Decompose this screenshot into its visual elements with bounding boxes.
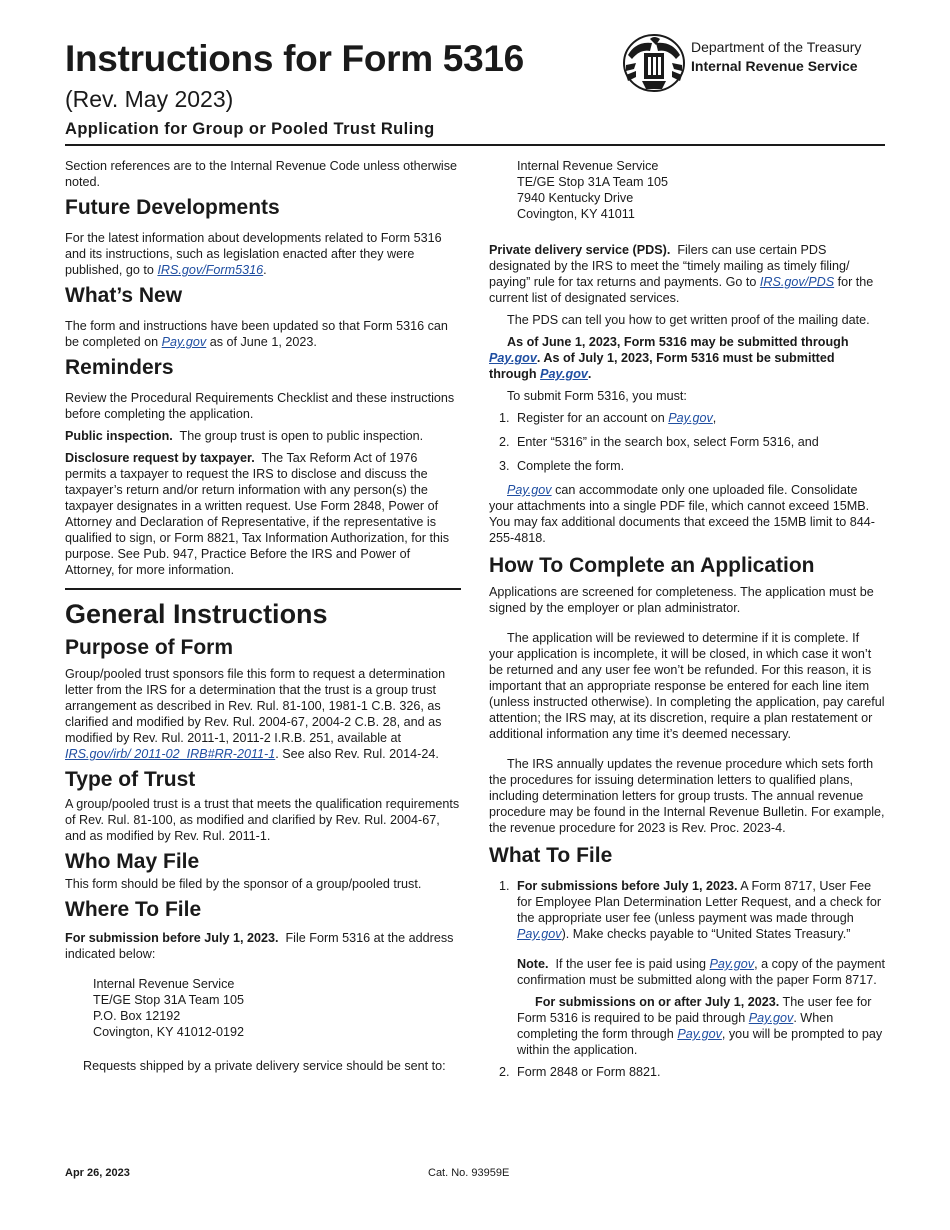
intro-text: Section references are to the Internal Revenue Code unless otherwise noted. bbox=[65, 159, 458, 189]
where-to-file-text: For submission before July 1, 2023. File Form 5316 at the address indicated below: bbox=[65, 931, 454, 961]
note-text: Note. If the user fee is paid using Pay.gov, a copy of the payment confirmation must be submitted along with the paper Form 8717. bbox=[517, 957, 886, 987]
irs-form5316-link[interactable]: IRS.gov/Form5316 bbox=[157, 263, 264, 277]
paygov-link[interactable]: Pay.gov bbox=[517, 927, 562, 941]
what-to-file-heading: What To File bbox=[489, 844, 613, 867]
header-divider bbox=[65, 144, 885, 146]
who-may-file-heading: Who May File bbox=[65, 850, 200, 873]
paygov-link[interactable]: Pay.gov bbox=[677, 1027, 722, 1041]
list-item: 2. Enter “5316” in the search box, select Form 5316, and bbox=[499, 435, 819, 449]
submit-steps-list bbox=[489, 410, 885, 474]
irs-eagle-logo-icon bbox=[622, 33, 686, 93]
disclosure-text: Disclosure request by taxpayer. The Tax Reform Act of 1976 permits a taxpayer to request the IRS to disclose and discuss the taxpayer’s return and/or return information with any person(s) the taxpayer designates in a written request. Use Form 2848, Power of Attorney and Declaration of Representative, if the representative is qualified to sign, or Form 8821, Tax Information Authorization, for this purpose. See Pub. 947, Practice Before the IRS and Power of Attorney, for more information. bbox=[65, 451, 450, 577]
paygov-link[interactable]: Pay.gov bbox=[748, 1011, 794, 1025]
address-line: Covington, KY 41012-0192 bbox=[93, 1025, 245, 1039]
purpose-text: Group/pooled trust sponsors file this form to request a determination letter from the IRS for a determination that the trust is a group trust arrangement as described in Rev. Rul. 81-100, 1981-1 C.B. 326, as clarified and modified by Rev. Rul. 2004-67, 2004-2 C.B. 28, and as modified by Rev. Rul. 2011-1, 2011-2 I.R.B. 251, available at IRS.gov/irb/ 2011-02_IRB#RR-2011-1. See also Rev. Rul. 2014-24. bbox=[65, 667, 446, 761]
who-may-file-text: This form should be filed by the sponsor of a group/pooled trust. bbox=[65, 877, 422, 891]
right-column bbox=[489, 158, 885, 1080]
address-line: Internal Revenue Service bbox=[93, 977, 235, 991]
agency-name bbox=[691, 38, 861, 76]
paygov-link[interactable]: Pay.gov bbox=[709, 957, 755, 971]
whats-new-text: The form and instructions have been updated so that Form 5316 can be completed on Pay.gov as of June 1, 2023. bbox=[65, 319, 448, 349]
agency-label: Internal Revenue Service bbox=[691, 58, 858, 74]
section-divider bbox=[65, 588, 461, 590]
list-item: 1. Register for an account on Pay.gov, bbox=[499, 411, 717, 425]
paygov-link[interactable]: Pay.gov bbox=[161, 335, 207, 349]
type-of-trust-text: A group/pooled trust is a trust that meets the qualification requirements of Rev. Rul. 81-100, as modified and clarified by Rev. Rul. 2004-67, and as modified by Rev. Rul. 2011-1. bbox=[65, 797, 460, 843]
reminders-heading: Reminders bbox=[65, 356, 174, 379]
address-line: TE/GE Stop 31A Team 105 bbox=[93, 993, 244, 1007]
future-developments-heading: Future Developments bbox=[65, 196, 280, 219]
left-column bbox=[65, 158, 461, 1080]
upload-text: Pay.gov can accommodate only one uploaded file. Consolidate your attachments into a single PDF file, which cannot exceed 15MB. You may fax additional documents that exceed the 15MB limit to 844-255-4818. bbox=[489, 483, 875, 545]
mailing-address bbox=[93, 976, 461, 1040]
purpose-heading: Purpose of Form bbox=[65, 636, 234, 659]
paygov-link[interactable]: Pay.gov bbox=[507, 483, 552, 497]
paygov-link[interactable]: Pay.gov bbox=[668, 411, 713, 425]
reminders-text: Review the Procedural Requirements Checklist and these instructions before completing the application. bbox=[65, 391, 455, 421]
pds-proof-text: The PDS can tell you how to get written proof of the mailing date. bbox=[507, 313, 870, 327]
review-text: The application will be reviewed to determine if it is complete. If your application is incomplete, it will be closed, in which case it won’t be returned and any user fee won’t be refunded. For this reason, it is important that an appropriate response be entered for each line item (unless instructed otherwise). In completing the application, pay careful attention; the IRS may, at its discretion, require a plan restatement or additional information any time it’s deemed necessary. bbox=[489, 631, 885, 741]
whats-new-heading: What’s New bbox=[65, 284, 183, 307]
department-label: Department of the Treasury bbox=[691, 39, 862, 55]
irs-pds-link[interactable]: IRS.gov/PDS bbox=[759, 275, 835, 289]
revision-footer-date: Apr 26, 2023 bbox=[65, 1167, 130, 1179]
list-item: 1. For submissions before July 1, 2023. A Form 8717, User Fee for Employee Plan Determination Letter Request, and a check for the appropriate user fee (unless payment was made through Pay.gov). Make checks payable to “United States Treasury.” Note. If the user fee is paid using Pay.gov, a copy of the payment confirmation must be submitted along with the paper Form 8717. For submissions on or after July 1, 2023. The user fee for Form 5316 is required to be paid through Pay.gov. When completing the form through Pay.gov, you will be prompted to pay within the application. bbox=[499, 879, 886, 1057]
address-line: 7940 Kentucky Drive bbox=[517, 191, 634, 205]
how-to-complete-text: Applications are screened for completeness. The application must be signed by the employer or plan administrator. bbox=[489, 585, 874, 615]
after-july-text: For submissions on or after July 1, 2023. The user fee for Form 5316 is required to be paid through Pay.gov. When completing the form through Pay.gov, you will be prompted to pay within the application. bbox=[517, 995, 883, 1057]
revenue-procedure-text: The IRS annually updates the revenue procedure which sets forth the procedures for issuing determination letters to qualified plans, including determination letters for group trusts. The annual revenue procedure may be found in the Internal Revenue Bulletin. For example, the revenue procedure for 2023 is Rev. Proc. 2023-4. bbox=[489, 757, 885, 835]
paygov-deadline-text: As of June 1, 2023, Form 5316 may be submitted through Pay.gov. As of July 1, 2023, Form 5316 must be submitted through Pay.gov. bbox=[489, 335, 849, 381]
public-inspection-text: Public inspection. The group trust is open to public inspection. bbox=[65, 429, 424, 443]
pds-text: Private delivery service (PDS). Filers can use certain PDS designated by the IRS to meet the “timely mailing as timely filing/ paying” rule for tax returns and payments. Go to IRS.gov/PDS for the current list of designated services. bbox=[489, 243, 874, 305]
what-to-file-list bbox=[489, 878, 885, 1080]
page-title: Instructions for Form 5316 bbox=[65, 38, 524, 79]
how-to-complete-heading: How To Complete an Application bbox=[489, 554, 815, 577]
address-line: Covington, KY 41011 bbox=[517, 207, 635, 221]
address-line: P.O. Box 12192 bbox=[93, 1009, 181, 1023]
pds-address bbox=[517, 158, 885, 222]
catalog-number: Cat. No. 93959E bbox=[428, 1167, 510, 1179]
paygov-link[interactable]: Pay.gov bbox=[489, 351, 537, 365]
revision-date: (Rev. May 2023) bbox=[65, 86, 234, 112]
list-item: 2. Form 2848 or Form 8821. bbox=[499, 1065, 661, 1079]
irb-link[interactable]: IRS.gov/irb/ 2011-02_IRB#RR-2011-1 bbox=[65, 747, 276, 761]
address-line: Internal Revenue Service bbox=[517, 159, 659, 173]
future-developments-text: For the latest information about developments related to Form 5316 and its instructions, such as legislation enacted after they were published, go to IRS.gov/Form5316. bbox=[65, 231, 442, 277]
submit-intro-text: To submit Form 5316, you must: bbox=[507, 389, 687, 403]
address-line: TE/GE Stop 31A Team 105 bbox=[517, 175, 668, 189]
pds-intro-text: Requests shipped by a private delivery service should be sent to: bbox=[83, 1059, 446, 1073]
form-subtitle: Application for Group or Pooled Trust Ruling bbox=[65, 120, 435, 138]
paygov-link[interactable]: Pay.gov bbox=[540, 367, 588, 381]
general-instructions-heading: General Instructions bbox=[65, 599, 328, 629]
list-item: 3. Complete the form. bbox=[499, 459, 625, 473]
where-to-file-heading: Where To File bbox=[65, 898, 202, 921]
type-of-trust-heading: Type of Trust bbox=[65, 768, 196, 791]
